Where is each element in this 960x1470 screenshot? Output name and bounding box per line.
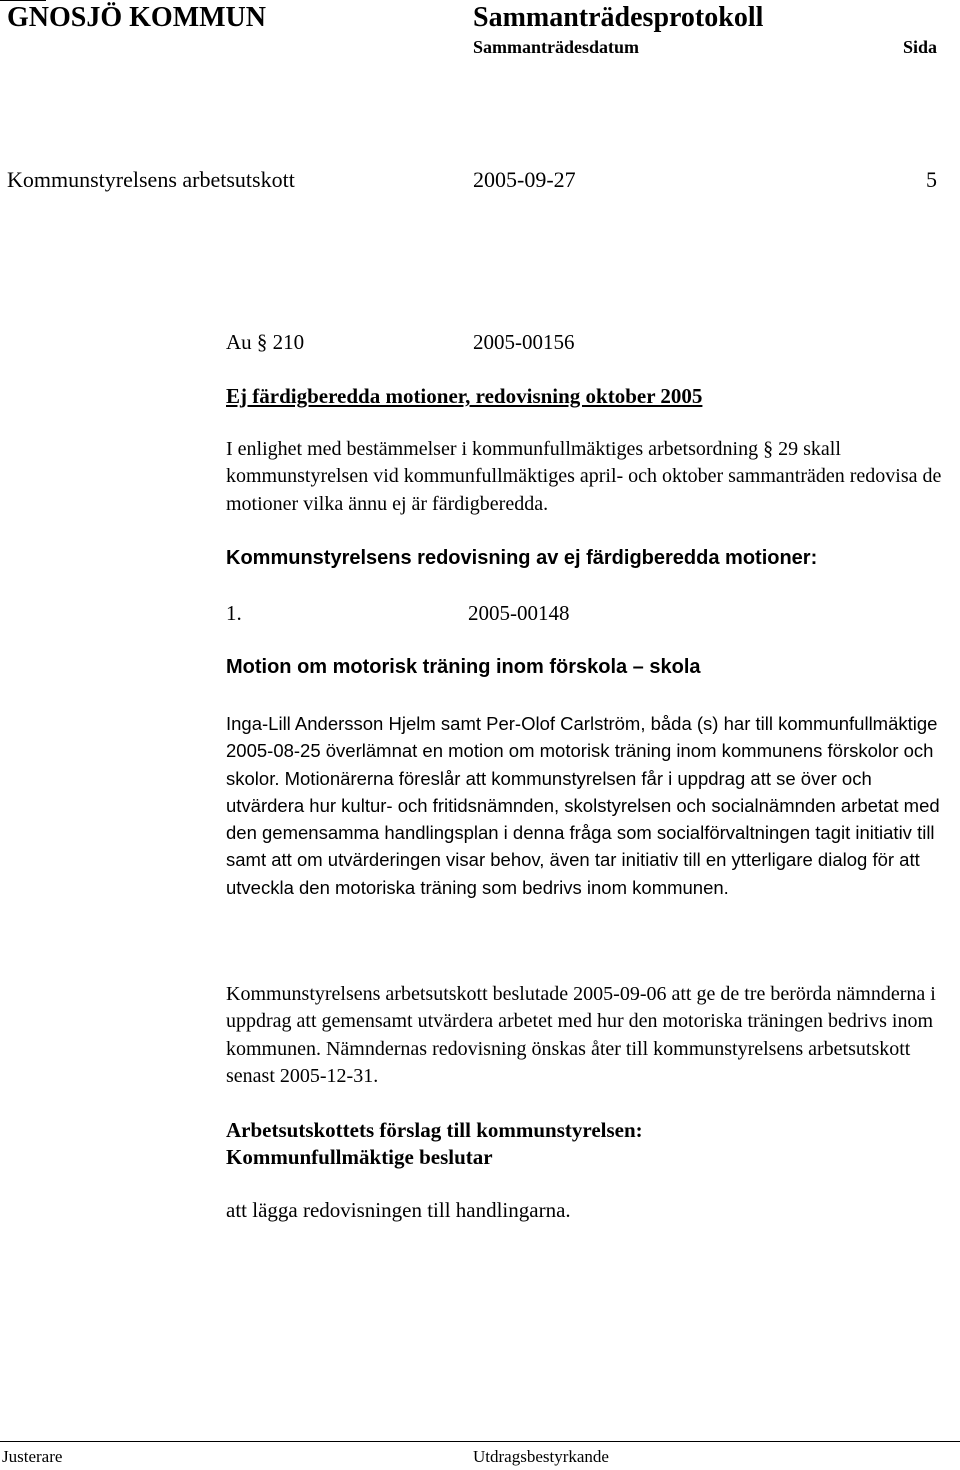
- meeting-body: Kommunstyrelsens arbetsutskott: [7, 167, 295, 192]
- item-reference: 2005-00148: [468, 601, 570, 625]
- case-number: Au § 210: [226, 330, 305, 354]
- motion-title: Motion om motorisk träning inom förskola – skola: [226, 656, 701, 678]
- page-label: Sida: [903, 37, 938, 57]
- meeting-date-label: Sammanträdesdatum: [473, 37, 640, 57]
- decision-history: Kommunstyrelsens arbetsutskott beslutade 2005-09-06 att ge de tre berörda nämnderna i uppdrag att gemensamt utvärdera arbetet med hur den motoriska träningen bedrivs inom kommunen. Nämndernas redovisning önskas åter till kommunstyrelsens arbetsutskott senast 2005-12-31.: [226, 983, 936, 1087]
- footer-utdragsbestyrkande: Utdragsbestyrkande: [473, 1447, 609, 1466]
- meeting-date: 2005-09-27: [473, 167, 576, 192]
- municipality-name: GNOSJÖ KOMMUN: [7, 2, 266, 33]
- footer-justerare: Justerare: [2, 1447, 63, 1466]
- page-number: 5: [926, 167, 937, 192]
- item-number: 1.: [226, 601, 242, 625]
- case-intro: I enlighet med bestämmelser i kommunfullmäktiges arbetsordning § 29 skall kommunstyrelsen vid kommunfullmäktiges april- och oktober sammanträden redovisa de motioner vilka ännu ej är färdigberedda.: [226, 438, 942, 515]
- proposal-block: [226, 1117, 954, 1172]
- proposal-decision: att lägga redovisningen till handlingarna.: [226, 1198, 571, 1222]
- end-rule: [0, 0, 46, 1]
- document-type: Sammanträdesprotokoll: [473, 2, 764, 33]
- proposal-subheading: Kommunfullmäktige beslutar: [226, 1145, 493, 1170]
- footer-rule: [0, 1441, 960, 1442]
- proposal-heading: Arbetsutskottets förslag till kommunstyrelsen:: [226, 1118, 643, 1142]
- case-title: Ej färdigberedda motioner, redovisning oktober 2005: [226, 384, 703, 408]
- motion-body: Inga-Lill Andersson Hjelm samt Per-Olof Carlström, båda (s) har till kommunfullmäktige 2005-08-25 överlämnat en motion om motorisk träning inom kommunens förskolor och skolor. Motionärerna föreslår att kommunstyrelsen får i uppdrag att se över och utvärdera hur kultur- och fritidsnämnden, skolstyrelsen och socialnämnden arbetat med den gemensamma handlingsplan i denna fråga som socialförvaltningen tagit initiativ till samt att om utvärderingen visar behov, även tar initiativ till en ytterligare dialog för att utveckla den motoriska träning som bedrivs inom kommunen.: [226, 713, 940, 898]
- list-heading: Kommunstyrelsens redovisning av ej färdigberedda motioner:: [226, 547, 818, 569]
- case-reference: 2005-00156: [473, 330, 575, 354]
